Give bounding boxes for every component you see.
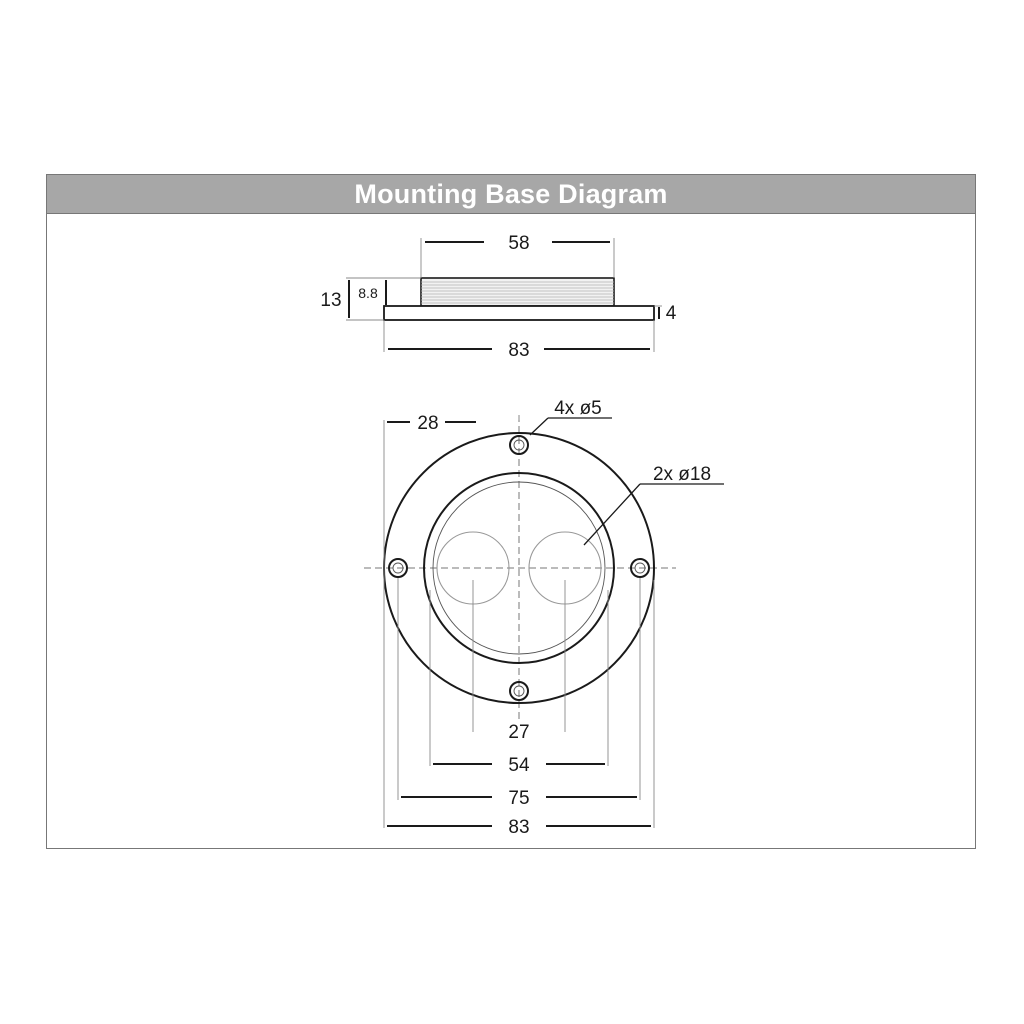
- cable-hole-spec-label: 2x ø18: [652, 464, 712, 485]
- dim-cable-hole-spacing: 27: [508, 722, 530, 743]
- dim-top-width: 58: [508, 233, 530, 254]
- dim-flange-thickness: 4: [665, 303, 677, 324]
- dim-hole-offset: 28: [417, 413, 439, 434]
- leader-hole-spec: [530, 418, 548, 435]
- dim-upper-height: 8.8: [358, 285, 378, 301]
- dim-outer-diameter: 83: [508, 817, 530, 838]
- flange-plate: [384, 306, 654, 320]
- dim-base-width: 83: [508, 340, 530, 361]
- hole-spec-label: 4x ø5: [554, 398, 602, 419]
- diagram-title: Mounting Base Diagram: [354, 178, 668, 209]
- dim-total-height: 13: [320, 290, 342, 311]
- dim-inner-diameter: 54: [508, 755, 530, 776]
- dim-pcd: 75: [508, 788, 530, 809]
- leader-cable-hole-spec: [584, 484, 640, 545]
- plan-view: [364, 398, 724, 838]
- side-view: [320, 233, 676, 361]
